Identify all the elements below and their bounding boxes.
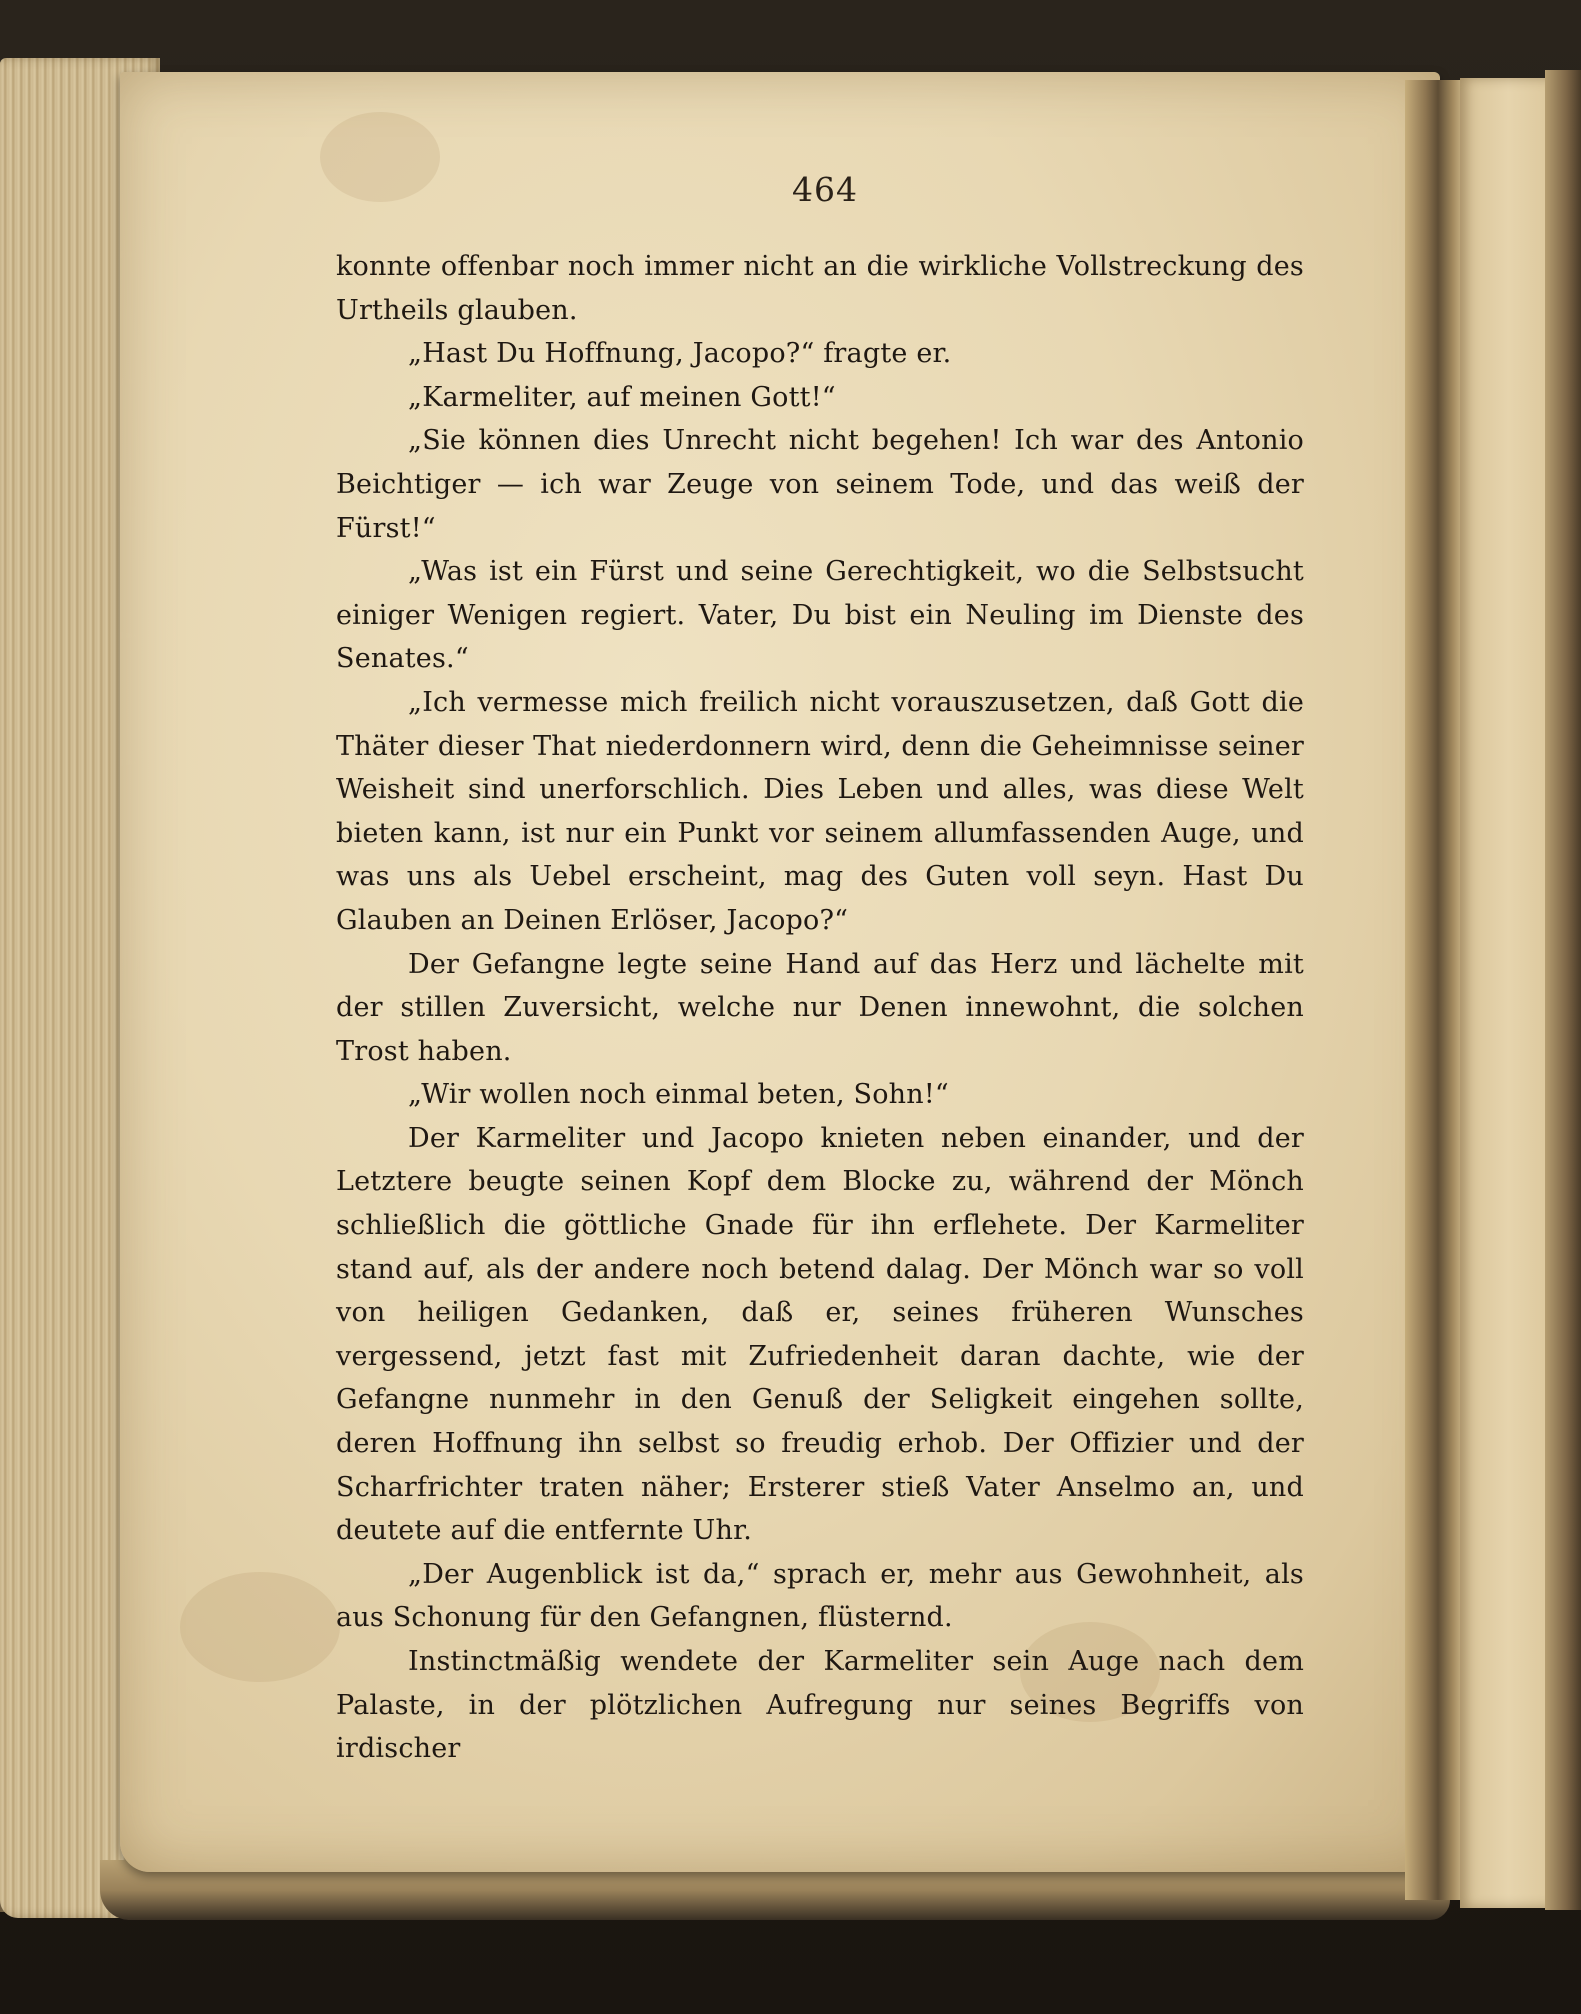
paragraph: „Ich vermesse mich freilich nicht vorauszusetzen, daß Gott die Thäter dieser That niederdonnern wird, denn die Geheimnisse seiner Weisheit sind unerforschlich. Dies Leben und alles, was diese Welt bieten kann, ist nur ein Punkt vor seinem allumfassenden Auge, und was uns als Uebel erscheint, mag des Guten voll seyn. Hast Du Glauben an Deinen Erlöser, Jacopo?“ <box>336 686 1304 936</box>
paragraph: Der Gefangne legte seine Hand auf das Herz und lächelte mit der stillen Zuversicht, welche nur Denen innewohnt, die solchen Trost haben. <box>336 948 1304 1067</box>
paragraph: „Hast Du Hoffnung, Jacopo?“ fragte er. <box>408 338 952 370</box>
page-stain <box>180 1572 340 1682</box>
paragraph: „Sie können dies Unrecht nicht begehen! Ich war des Antonio Beichtiger — ich war Zeuge von seinem Tode, und das weiß der Fürst!“ <box>336 425 1304 544</box>
paragraph: „Wir wollen noch einmal beten, Sohn!“ <box>408 1079 949 1111</box>
paragraph: Der Karmeliter und Jacopo knieten neben einander, und der Letztere beugte seinen Kopf dem Blocke zu, während der Mönch schließlich die göttliche Gnade für ihn erflehete. Der Karmeliter stand auf, als der andere noch betend dalag. Der Mönch war so voll von heiligen Gedanken, daß er, seines früheren Wunsches vergessend, jetzt fast mit Zufriedenheit daran dachte, wie der Gefangne nunmehr in den Genuß der Seligkeit eingehen sollte, deren Hoffnung ihn selbst so freudig erhob. Der Offizier und der Scharfrichter traten näher; Ersterer stieß Vater Anselmo an, und deutete auf die entfernte Uhr. <box>336 1122 1304 1547</box>
paragraph: Instinctmäßig wendete der Karmeliter sein Auge nach dem Palaste, in der plötzlichen Aufregung nur seines Begriffs von irdischer <box>336 1646 1304 1765</box>
right-book-cover <box>1545 70 1581 1910</box>
paragraph: „Karmeliter, auf meinen Gott!“ <box>408 381 836 413</box>
book-gutter <box>1405 80 1465 1900</box>
page-text <box>336 245 1304 1771</box>
paragraph: konnte offenbar noch immer nicht an die wirkliche Vollstreckung des Urtheils glauben. <box>336 251 1304 326</box>
paragraph: „Der Augenblick ist da,“ sprach er, mehr aus Gewohnheit, als aus Schonung für den Gefangnen, flüsternd. <box>336 1558 1304 1634</box>
paragraph: „Was ist ein Fürst und seine Gerechtigkeit, wo die Selbstsucht einiger Wenigen regiert. Vater, Du bist ein Neuling im Dienste des Senates.“ <box>336 556 1304 675</box>
page-stain <box>320 112 440 202</box>
page-number: 464 <box>792 170 858 209</box>
